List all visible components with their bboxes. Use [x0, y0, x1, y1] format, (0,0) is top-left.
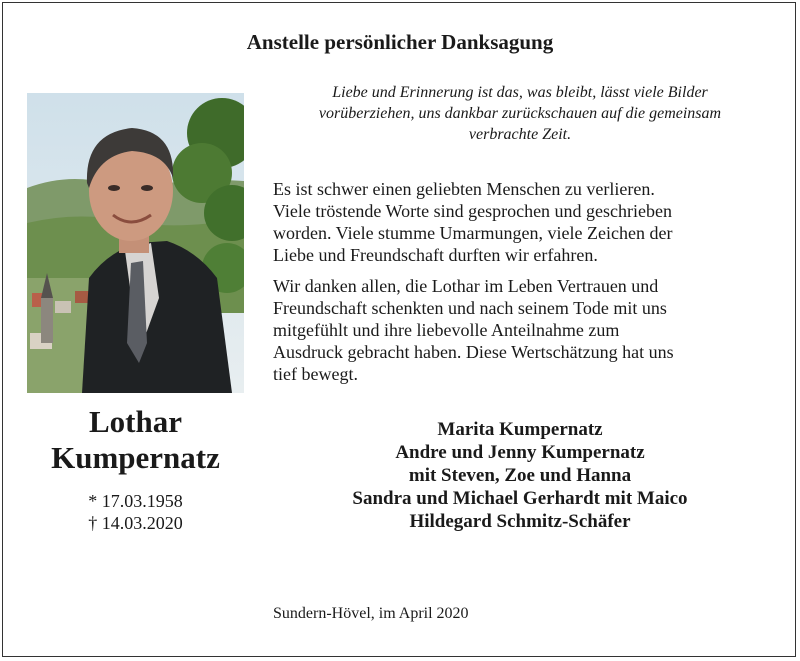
paragraph-line: mitgefühlt und ihre liebevolle Anteilnahme zum	[273, 320, 620, 340]
paragraph-line: Wir danken allen, die Lothar im Leben Vertrauen und	[273, 276, 659, 296]
memorial-quote	[280, 82, 760, 145]
paragraph-line: tief bewegt.	[273, 364, 358, 384]
quote-line: vorüberziehen, uns dankbar zurückschauen auf die gemeinsam	[318, 105, 722, 122]
deceased-first-name: Lothar	[89, 404, 182, 439]
quote-line: verbrachte Zeit.	[468, 126, 572, 143]
thanks-paragraph-1	[273, 178, 763, 266]
family-line: Sandra und Michael Gerhardt mit Maico	[352, 488, 688, 509]
life-dates	[27, 490, 244, 534]
family-line: Marita Kumpernatz	[437, 419, 603, 440]
death-date: † 14.03.2020	[88, 513, 183, 533]
birth-date: * 17.03.1958	[88, 491, 183, 511]
thanks-paragraph-2	[273, 275, 763, 385]
quote-line: Liebe und Erinnerung ist das, was bleibt, lässt viele Bilder	[332, 84, 708, 101]
paragraph-line: Viele tröstende Worte sind gesprochen und geschrieben	[273, 201, 673, 221]
paragraph-line: Liebe und Freundschaft durften wir erfahren.	[273, 245, 598, 265]
family-line: Hildegard Schmitz-Schäfer	[409, 511, 631, 532]
family-signatures	[300, 418, 740, 533]
notice-heading: Anstelle persönlicher Danksagung	[246, 30, 554, 54]
family-line: Andre und Jenny Kumpernatz	[395, 442, 645, 463]
paragraph-line: Ausdruck gebracht haben. Diese Wertschätzung hat uns	[273, 342, 674, 362]
deceased-name	[27, 404, 244, 476]
portrait-photo	[27, 93, 244, 393]
paragraph-line: worden. Viele stumme Umarmungen, viele Zeichen der	[273, 223, 673, 243]
place-date: Sundern-Hövel, im April 2020	[273, 605, 469, 622]
family-line: mit Steven, Zoe und Hanna	[408, 465, 632, 486]
deceased-last-name: Kumpernatz	[51, 440, 220, 475]
paragraph-line: Es ist schwer einen geliebten Menschen zu verlieren.	[273, 179, 655, 199]
paragraph-line: Freundschaft schenkten und nach seinem Tode mit uns	[273, 298, 667, 318]
